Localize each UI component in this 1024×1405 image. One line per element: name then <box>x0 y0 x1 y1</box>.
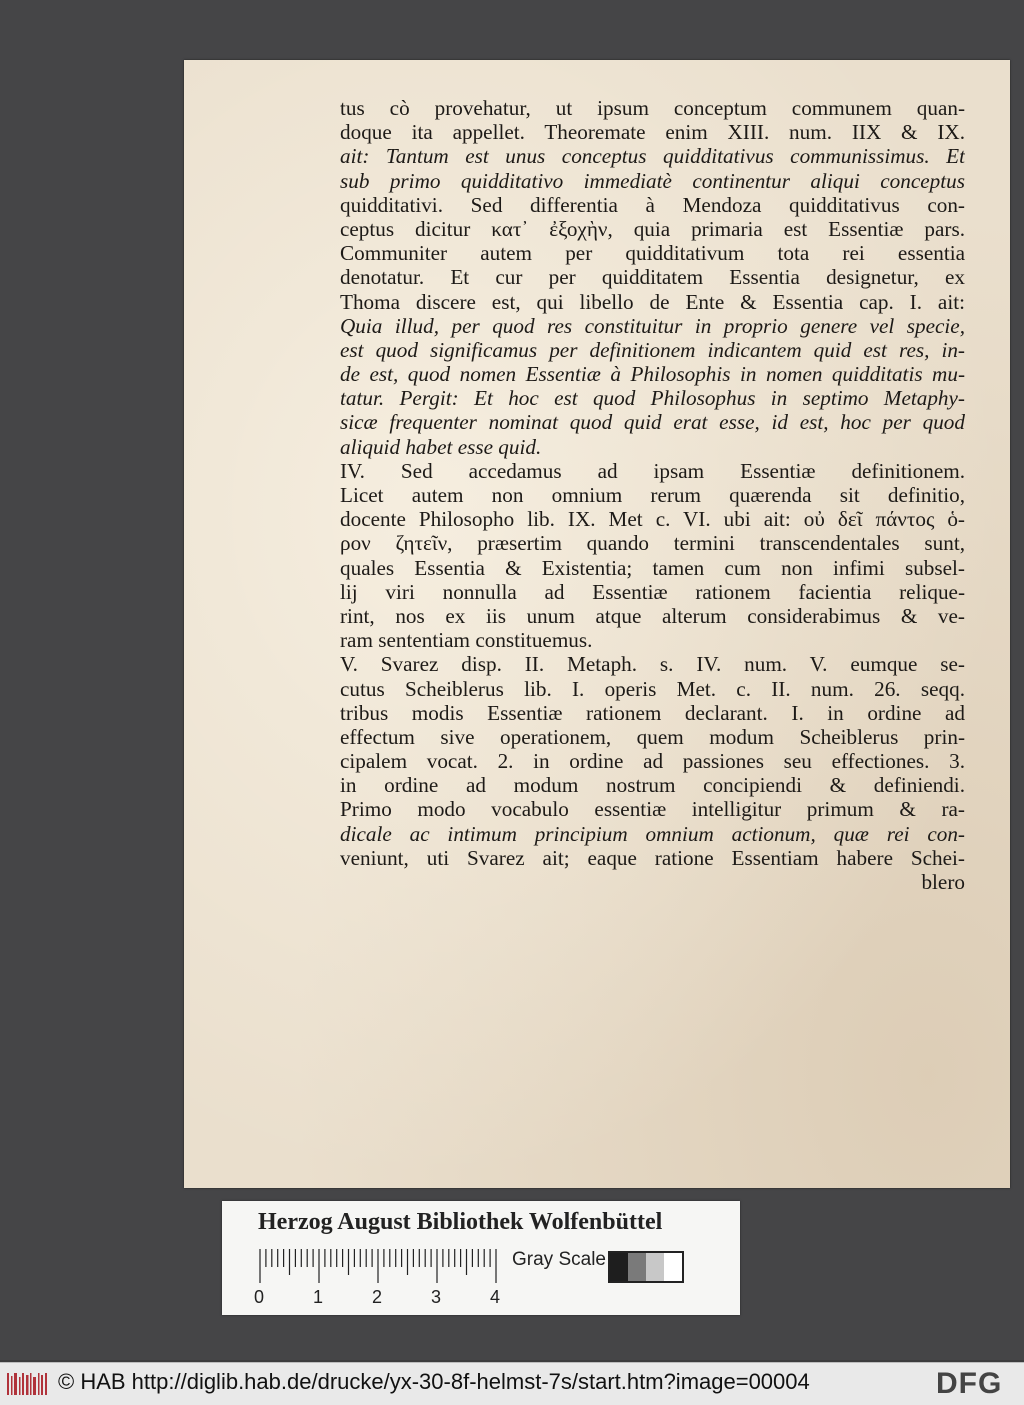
text-line: denotatur. Et cur per quidditatem Essentia designetur, ex <box>340 265 965 290</box>
text-line: tatur. Pergit: Et hoc est quod Philosophus in septimo Metaphy- <box>340 386 965 411</box>
text-line: est quod significamus per definitionem indicantem quid est res, in- <box>340 337 965 362</box>
text-line: veniunt, uti Svarez ait; eaque ratione Essentiam habere Schei- <box>340 845 965 870</box>
text-line: cutus Scheiblerus lib. I. operis Met. c. II. num. 26. seqq. <box>340 676 965 701</box>
gray-scale-label: Gray Scale <box>512 1249 606 1270</box>
ruler-number: 0 <box>254 1287 265 1307</box>
text-line: IV. Sed accedamus ad ipsam Essentiæ definitionem. <box>340 458 965 483</box>
ruler-number: 1 <box>313 1287 324 1307</box>
gray-patch <box>646 1253 664 1281</box>
gray-patch <box>610 1253 628 1281</box>
text-line: docente Philosopho lib. IX. Met c. VI. ubi ait: οὐ δεῖ πάντος ὁ- <box>340 507 965 532</box>
gray-scale-patches <box>608 1251 684 1283</box>
text-line: Thoma discere est, qui libello de Ente & Essentia cap. I. ait: <box>340 289 965 314</box>
ruler-number: 3 <box>431 1287 442 1307</box>
color-calibration-card <box>222 1201 740 1315</box>
text-line: effectum sive operationem, quem modum Scheiblerus prin- <box>340 724 965 749</box>
gray-patch <box>628 1253 646 1281</box>
text-line: de est, quod nomen Essentiæ à Philosophis in nomen quidditatis mu- <box>340 362 965 387</box>
text-line: blero <box>921 870 965 894</box>
ruler-number: 4 <box>490 1287 501 1307</box>
text-line: tus cò provehatur, ut ipsum conceptum communem quan- <box>340 96 965 120</box>
ruler-scale <box>258 1249 498 1285</box>
text-line: quales Essentia & Existentia; tamen cum non infimi subsel- <box>340 555 965 580</box>
gray-patch <box>664 1253 682 1281</box>
text-line: lij viri nonnulla ad Essentiæ rationem facientia relique- <box>340 579 965 604</box>
page-text-block <box>340 96 965 894</box>
text-line: ram sententiam constituemus. <box>340 628 593 653</box>
text-line: ρον ζητεῖν, præsertim quando termini transcendentales sunt, <box>340 531 965 556</box>
text-line: tribus modis Essentiæ rationem declarant. I. in ordine ad <box>340 700 965 725</box>
library-name: Herzog August Bibliothek Wolfenbüttel <box>258 1209 663 1235</box>
text-line: V. Svarez disp. II. Metaph. s. IV. num. V. eumque se- <box>340 652 965 677</box>
text-line: rint, nos ex iis unum atque alterum considerabimus & ve- <box>340 603 965 628</box>
text-line: quidditativi. Sed differentia à Mendoza quidditativus con- <box>340 192 965 217</box>
text-line: ait: Tantum est unus conceptus quidditativus communissimus. Et <box>340 144 965 169</box>
text-line: sub primo quidditativo immediatè continentur aliqui conceptus <box>340 168 965 193</box>
text-line: dicale ac intimum principium omnium actionum, quæ rei con- <box>340 821 965 846</box>
text-line: ceptus dicitur κατ᾽ ἐξοχὴν, quia primaria est Essentiæ pars. <box>340 216 965 241</box>
text-line: in ordine ad modum nostrum concipiendi & definiendi. <box>340 773 965 798</box>
text-line: sicæ frequenter nominat quod quid erat esse, id est, hoc per quod <box>340 410 965 435</box>
text-line: Communiter autem per quidditativum tota rei essentia <box>340 241 965 266</box>
dfg-logo: DFG <box>936 1367 1003 1400</box>
text-line: aliquid habet esse quid. <box>340 434 542 459</box>
text-line: doque ita appellet. Theoremate enim XIII. num. IIX & IX. <box>340 120 965 145</box>
text-line: cipalem vocat. 2. in ordine ad passiones seu effectiones. 3. <box>340 749 965 774</box>
text-line: Quia illud, per quod res constituitur in proprio genere vel specie, <box>340 313 965 338</box>
text-line: Licet autem non omnium rerum quærenda sit definitio, <box>340 483 965 507</box>
text-line: Primo modo vocabulo essentiæ intelligitur primum & ra- <box>340 797 965 822</box>
footer-bar <box>0 1362 1024 1405</box>
barcode-icon <box>6 1371 48 1397</box>
ruler-number: 2 <box>372 1287 383 1307</box>
source-url-text: © HAB http://diglib.hab.de/drucke/yx-30-8f-helmst-7s/start.htm?image=00004 <box>58 1369 810 1394</box>
